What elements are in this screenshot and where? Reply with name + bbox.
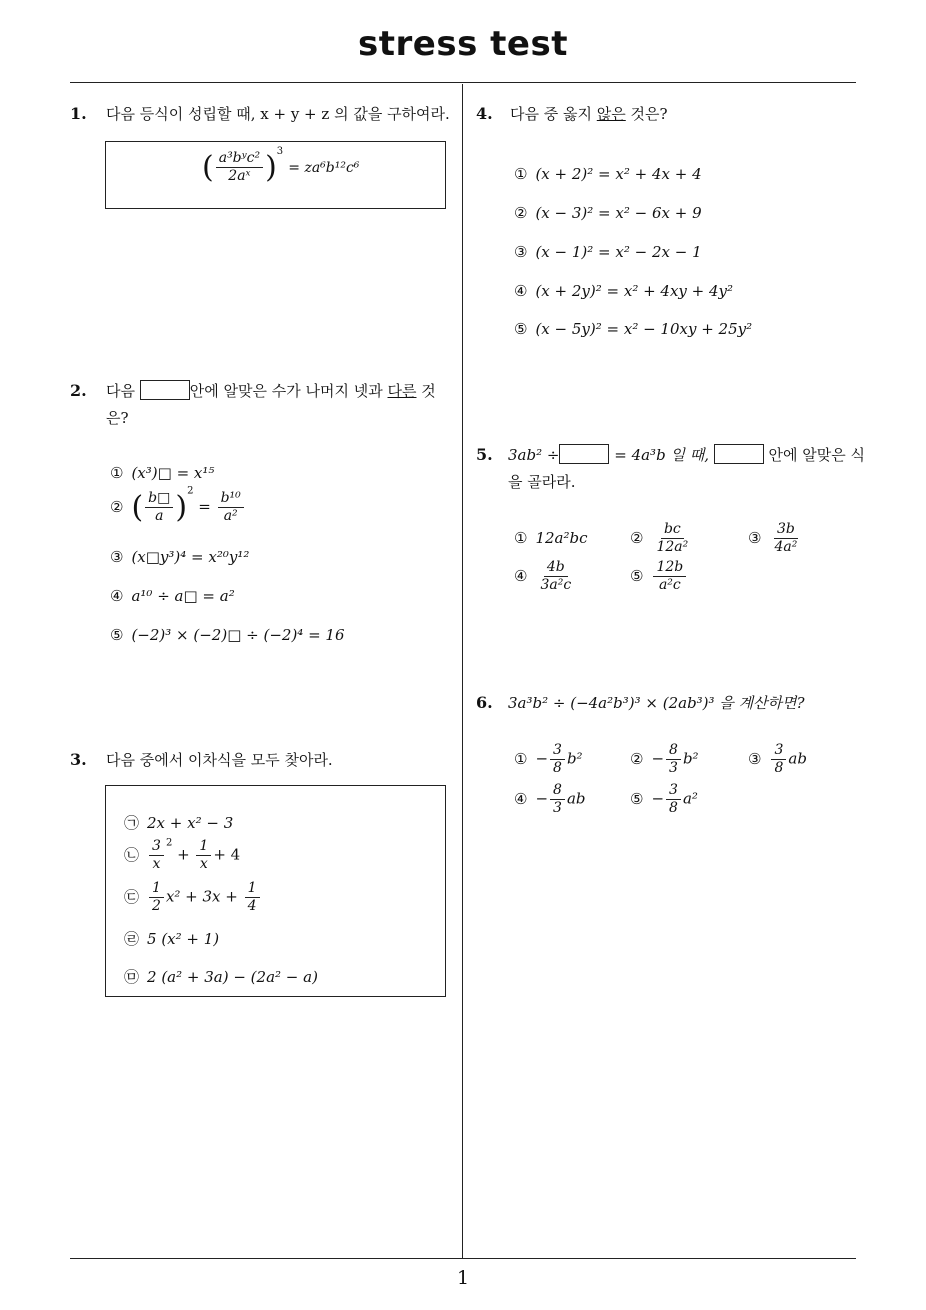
page-title: stress test [358, 24, 568, 64]
q6-o3-denominator: 8 [774, 760, 784, 776]
q3-b-num2: 1 [196, 838, 211, 856]
q5-option-1[interactable] [514, 529, 588, 547]
question-2-text-line2: 은? [106, 409, 129, 427]
q5-option-2[interactable] [630, 521, 693, 556]
q1-rhs: = za⁶b¹²c⁶ [288, 160, 360, 176]
circle-4-icon: ④ [514, 282, 528, 300]
q3-item-d-text: 5 (x² + 1) [147, 930, 220, 948]
q6-o5-tail: a² [682, 789, 698, 808]
q2-text-end: 것 [421, 382, 436, 400]
circle-5-icon: ⑤ [630, 789, 644, 808]
circle-5-icon: ⑤ [630, 566, 644, 585]
q1-numerator: a³bʸc² [216, 150, 263, 168]
q2-o2-rhs-denominator: a² [223, 508, 238, 524]
question-1-text: 다음 등식이 성립할 때, x + y + z 의 값을 구하여라. [106, 105, 450, 123]
q3-b-den1: x [152, 856, 161, 872]
q5-o4-denominator: 3a²c [540, 577, 572, 593]
q4-text-after: 것은? [630, 105, 668, 123]
q2-option-5-text: (−2)³ × (−2)□ ÷ (−2)⁴ = 16 [131, 626, 345, 644]
q2-option-1-text: (x³)□ = x¹⁵ [131, 464, 215, 482]
q5-expr-left: 3ab² ÷ [508, 446, 560, 464]
q5-option-3[interactable] [748, 521, 802, 556]
circle-1-icon: ① [110, 464, 124, 482]
question-3-text: 다음 중에서 이차식을 모두 찾아라. [106, 751, 333, 769]
question-6-text: 3a³b² ÷ (−4a²b³)³ × (2ab³)³ 을 계산하면? [508, 694, 805, 712]
q2-option-3-text: (x□y³)⁴ = x²⁰y¹² [131, 548, 250, 566]
q3-item-c[interactable] [124, 880, 262, 915]
circle-3-icon: ③ [514, 243, 528, 261]
q2-o2-rhs-numerator: b¹⁰ [218, 490, 244, 508]
q2-o2-exponent: 2 [187, 485, 194, 497]
q5-option-4[interactable] [514, 559, 576, 594]
q6-o2-sign: − [651, 749, 665, 768]
question-1-equation: ( $\frac{\text{a³bʸc²}}{\text{2aˣ}}$ )$^3$ = za⁶b¹²c⁶ [202, 146, 360, 185]
q3-c-den1: 2 [152, 898, 161, 914]
q2-option-2[interactable]: ② ( $\frac{b□}{a}$ )$^2$ = $\frac{\text{b¹⁰}}{\text{a²}}$ [110, 490, 246, 525]
q5-option-5[interactable] [630, 559, 688, 594]
header-rule [70, 82, 856, 83]
question-5-text [508, 441, 865, 469]
q4-option-5[interactable] [514, 320, 752, 338]
q4-option-4[interactable] [514, 282, 733, 300]
q2-text-underlined: 다른 [387, 382, 417, 400]
circle-2-icon: ② [630, 528, 644, 547]
q6-option-5[interactable] [630, 782, 698, 817]
q3-item-e-text: 2 (a² + 3a) − (2a² − a) [147, 968, 318, 986]
question-6-number: 6. [476, 693, 493, 712]
q6-o5-numerator: 3 [666, 782, 681, 800]
q3-b-num1: 3 [149, 838, 164, 856]
q2-option-4-text: a¹⁰ ÷ a□ = a² [131, 587, 235, 605]
q2-option-3[interactable] [110, 548, 249, 566]
q2-text-after: 안에 알맞은 수가 나머지 넷과 [189, 382, 383, 400]
q3-b-exponent: 2 [165, 837, 173, 849]
q6-o4-numerator: 8 [550, 782, 565, 800]
korean-circle-1-icon: ㉠ [124, 814, 140, 832]
q4-option-2[interactable] [514, 204, 702, 222]
question-5-text-line2: 을 골라라. [508, 473, 576, 491]
circle-2-icon: ② [630, 749, 644, 768]
circle-2-icon: ② [514, 204, 528, 222]
q6-option-4[interactable] [514, 782, 586, 817]
circle-1-icon: ① [514, 749, 528, 768]
page-number: 1 [456, 1267, 470, 1289]
q2-option-1[interactable] [110, 464, 214, 482]
q3-item-e[interactable] [124, 966, 318, 987]
q6-o1-sign: − [535, 749, 549, 768]
circle-4-icon: ④ [514, 789, 528, 808]
question-3-number: 3. [70, 750, 87, 769]
q5-o4-numerator: 4b [544, 559, 568, 577]
q6-o1-tail: b² [566, 749, 583, 768]
question-4-number: 4. [476, 104, 493, 123]
q5-blank-box-2 [714, 444, 764, 464]
circle-5-icon: ⑤ [110, 626, 124, 644]
q5-o2-denominator: 12a² [656, 539, 689, 555]
circle-3-icon: ③ [110, 548, 124, 566]
q3-c-mid: x² + 3x + [165, 887, 238, 906]
q6-o1-numerator: 3 [550, 742, 565, 760]
q3-c-num2: 1 [245, 880, 260, 898]
q2-option-5[interactable] [110, 626, 345, 644]
q3-b-tail: + 4 [213, 845, 241, 864]
q5-o5-numerator: 12b [653, 559, 686, 577]
q6-o3-numerator: 3 [771, 742, 786, 760]
q3-c-den2: 4 [247, 898, 257, 914]
q5-expr-right: = 4a³b 일 때, [614, 446, 709, 464]
circle-4-icon: ④ [110, 587, 124, 605]
q4-text-before: 다음 중 옳지 [510, 105, 592, 123]
q2-option-4[interactable] [110, 587, 235, 605]
circle-1-icon: ① [514, 529, 528, 547]
q4-option-2-text: (x − 3)² = x² − 6x + 9 [535, 204, 702, 222]
question-5-number: 5. [476, 445, 493, 464]
q5-o2-numerator: bc [661, 521, 684, 539]
q4-option-3[interactable] [514, 243, 702, 261]
circle-2-icon: ② [110, 497, 124, 516]
q6-o5-denominator: 8 [669, 800, 678, 816]
q3-c-num1: 1 [149, 880, 164, 898]
q2-o2-numerator: b□ [145, 490, 173, 508]
q5-blank-box-1 [559, 444, 609, 464]
korean-circle-3-icon: ㉢ [124, 887, 140, 906]
q6-option-2[interactable] [630, 742, 699, 777]
q6-o3-tail: ab [788, 749, 807, 768]
q6-option-3[interactable] [748, 742, 807, 777]
circle-3-icon: ③ [748, 528, 762, 547]
q6-o4-sign: − [535, 789, 549, 808]
q6-o4-denominator: 3 [553, 800, 562, 816]
q5-o5-denominator: a²c [658, 577, 681, 593]
korean-circle-5-icon: ㉤ [124, 968, 140, 986]
q6-o2-numerator: 8 [666, 742, 681, 760]
q4-option-4-text: (x + 2y)² = x² + 4xy + 4y² [535, 282, 734, 300]
q4-text-underlined: 않은 [596, 105, 626, 123]
q4-option-1[interactable] [514, 165, 702, 183]
q6-o5-sign: − [651, 789, 665, 808]
q6-o2-tail: b² [682, 749, 699, 768]
q5-text-after: 안에 알맞은 식 [768, 446, 866, 464]
q1-exponent: 3 [276, 146, 284, 157]
q6-o1-denominator: 8 [553, 760, 562, 776]
q3-item-a-text: 2x + x² − 3 [147, 814, 234, 832]
q4-option-5-text: (x − 5y)² = x² − 10xy + 25y² [535, 320, 753, 338]
q1-denominator: 2aˣ [228, 168, 251, 184]
q3-item-b[interactable]: ㉡ $\frac{3}{x}$ $^2$ + $\frac{1}{x}$ + 4 [124, 837, 241, 872]
q6-option-1[interactable] [514, 742, 583, 777]
circle-1-icon: ① [514, 165, 528, 183]
q6-o2-denominator: 3 [669, 760, 678, 776]
q3-item-d[interactable] [124, 928, 219, 949]
q3-item-a[interactable] [124, 812, 233, 833]
q5-option-1-text: 12a²bc [535, 529, 588, 547]
question-2-number: 2. [70, 381, 87, 400]
circle-4-icon: ④ [514, 566, 528, 585]
footer-rule [70, 1258, 856, 1259]
question-2-text [106, 377, 436, 405]
question-4-text [510, 100, 668, 128]
q2-blank-box [140, 380, 190, 400]
circle-3-icon: ③ [748, 749, 762, 768]
q2-o2-denominator: a [155, 508, 164, 524]
q5-o3-numerator: 3b [774, 521, 798, 539]
q4-option-1-text: (x + 2)² = x² + 4x + 4 [535, 165, 702, 183]
korean-circle-2-icon: ㉡ [124, 845, 140, 864]
q2-text-before: 다음 [106, 382, 135, 400]
column-divider [462, 84, 463, 1259]
question-1-equation-box [105, 141, 446, 209]
question-1-number: 1. [70, 104, 87, 123]
q6-o4-tail: ab [566, 789, 586, 808]
q3-b-den2: x [199, 856, 208, 872]
question-3-items-box [105, 785, 446, 997]
korean-circle-4-icon: ㉣ [124, 930, 140, 948]
circle-5-icon: ⑤ [514, 320, 528, 338]
q5-o3-denominator: 4a² [774, 539, 798, 555]
q4-option-3-text: (x − 1)² = x² − 2x − 1 [535, 243, 702, 261]
